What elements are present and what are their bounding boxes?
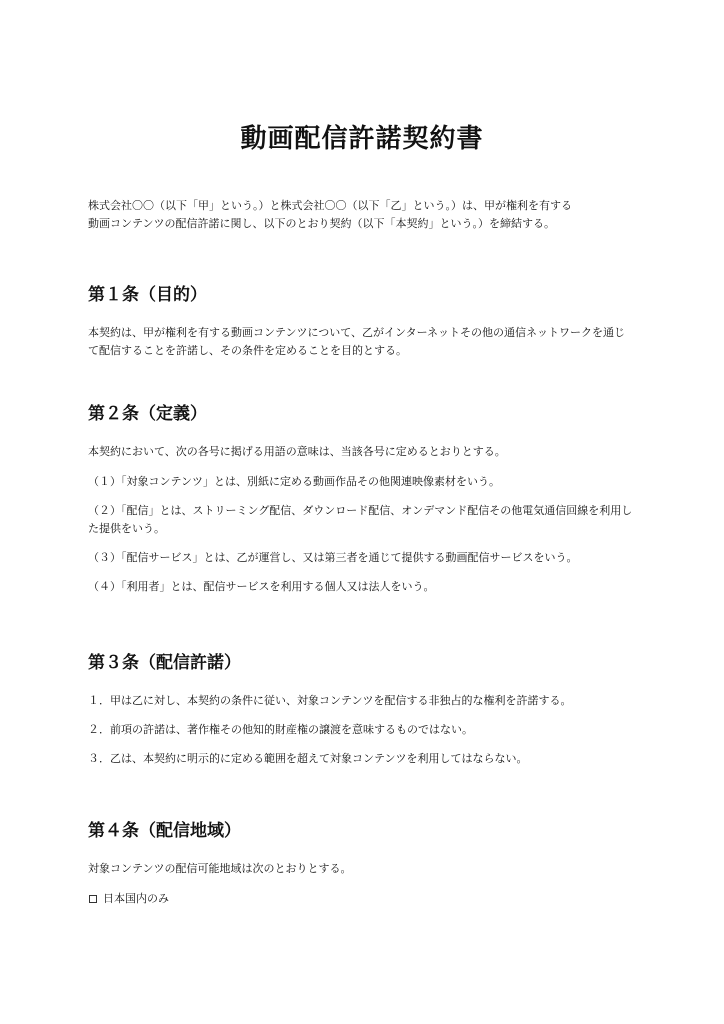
- article-2-lead: 本契約において、次の各号に掲げる用語の意味は、当該各号に定めるとおりとする。: [88, 445, 506, 458]
- region-option-row[interactable]: [88, 890, 636, 908]
- definition-item-4: （４）「利用者」とは、配信サービスを利用する個人又は法人をいう。: [88, 580, 435, 593]
- article-2-heading: 第２条（定義）: [88, 404, 207, 424]
- clause-item-1: １．甲は乙に対し、本契約の条件に従い、対象コンテンツを配信する非独占的な権利を許諾する。: [88, 694, 572, 707]
- article-3: [88, 652, 636, 779]
- intro-line-1: 株式会社〇〇（以下「甲」という。）と株式会社〇〇（以下「乙」という。）は、甲が権利を有する: [88, 199, 572, 212]
- article-1: [88, 284, 636, 368]
- article-1-heading: 第１条（目的）: [88, 285, 207, 305]
- clause-item-3: ３．乙は、本契約に明示的に定める範囲を超えて対象コンテンツを利用してはならない。: [88, 752, 528, 765]
- article-4-heading: 第４条（配信地域）: [88, 821, 241, 841]
- definition-item-2: （２）「配信」とは、ストリーミング配信、ダウンロード配信、オンデマンド配信その他電気通信回線を利用した提供をいう。: [88, 504, 633, 535]
- article-4: [88, 820, 636, 908]
- definition-item-1: （１）「対象コンテンツ」とは、別紙に定める動画作品その他関連映像素材をいう。: [88, 475, 500, 488]
- definition-item-3: （３）「配信サービス」とは、乙が運営し、又は第三者を通じて提供する動画配信サービスをいう。: [88, 551, 578, 564]
- intro-line-2: 動画コンテンツの配信許諾に関し、以下のとおり契約（以下「本契約」という。）を締結する。: [88, 217, 555, 230]
- checkbox-icon[interactable]: [89, 895, 97, 903]
- article-1-body: 本契約は、甲が権利を有する動画コンテンツについて、乙がインターネットその他の通信ネットワークを通じて配信することを許諾し、その条件を定めることを目的とする。: [88, 326, 626, 357]
- article-4-body: 対象コンテンツの配信可能地域は次のとおりとする。: [88, 862, 352, 875]
- clause-item-2: ２．前項の許諾は、著作権その他知的財産権の譲渡を意味するものではない。: [88, 723, 473, 736]
- intro-paragraph: [88, 197, 636, 233]
- article-2: [88, 403, 636, 607]
- article-3-heading: 第３条（配信許諾）: [88, 653, 241, 673]
- document-title: 動画配信許諾契約書: [240, 124, 484, 154]
- region-option-label: 日本国内のみ: [103, 892, 169, 905]
